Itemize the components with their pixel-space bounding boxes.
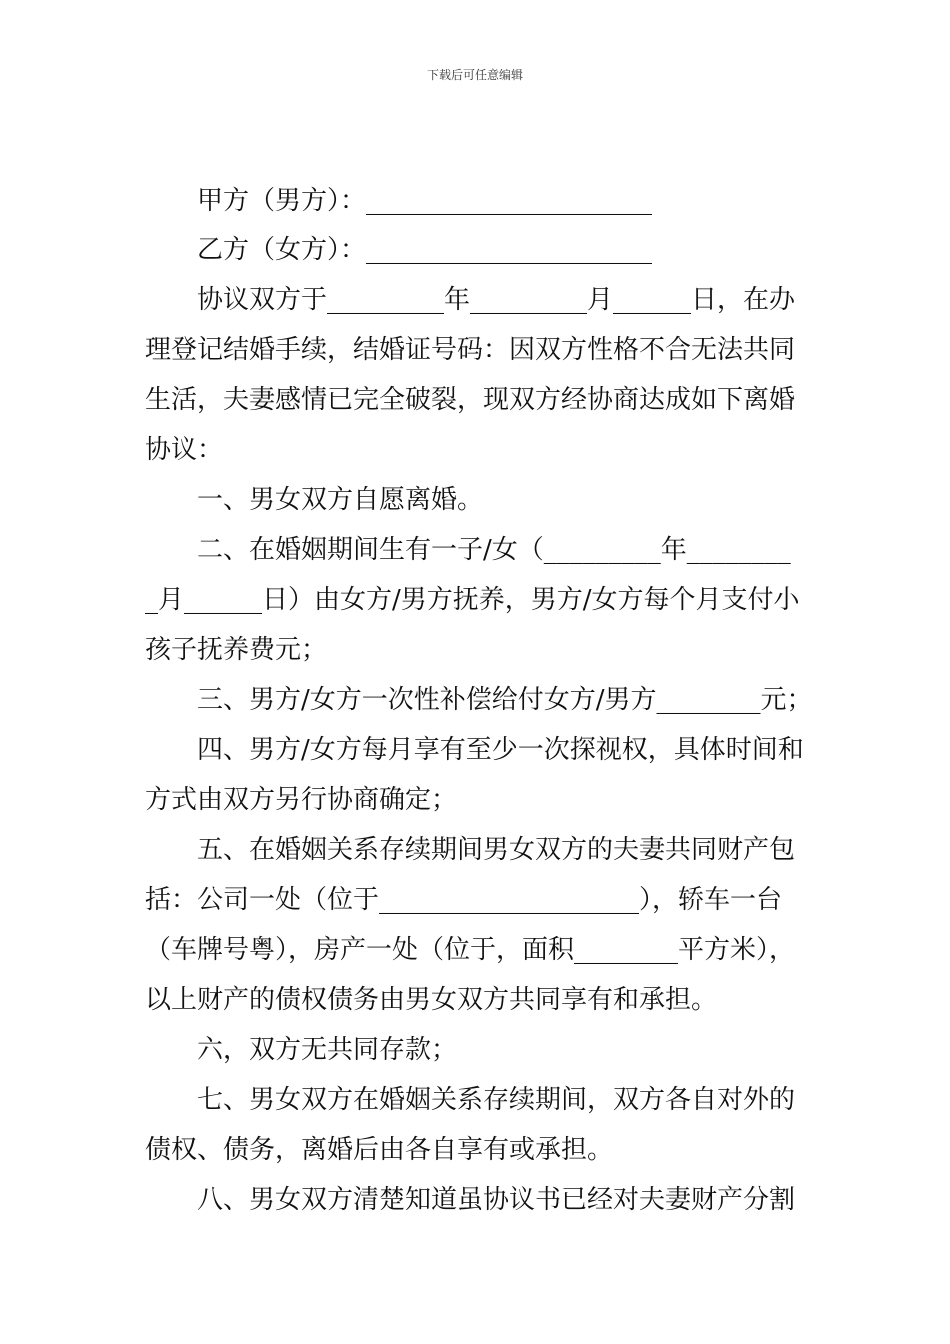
clause-1-line: 一、男女双方自愿离婚。 bbox=[197, 485, 484, 515]
clause-2-line: 二、在婚姻期间生有一子/女（_________年________ bbox=[197, 535, 791, 565]
clause-3-line: 三、男方/女方一次性补偿给付女方/男方________元； bbox=[197, 685, 813, 715]
clause-5-line: 以上财产的债权债务由男女双方共同享有和承担。 bbox=[145, 985, 718, 1015]
intro-paragraph-line: 生活，夫妻感情已完全破裂，现双方经协商达成如下离婚 bbox=[145, 385, 796, 415]
clause-4-line: 四、男方/女方每月享有至少一次探视权，具体时间和 bbox=[197, 735, 804, 765]
clause-5-line: 括：公司一处（位于____________________），轿车一台 bbox=[145, 885, 783, 915]
clause-8-line: 八、男女双方清楚知道虽协议书已经对夫妻财产分割 bbox=[197, 1185, 796, 1215]
party-b-line: 乙方（女方）：______________________ bbox=[197, 235, 653, 265]
intro-paragraph-line: 理登记结婚手续，结婚证号码：因双方性格不合无法共同 bbox=[145, 335, 796, 365]
clause-6-line: 六，双方无共同存款； bbox=[197, 1035, 458, 1065]
clause-2-line: 孩子抚养费元； bbox=[145, 635, 328, 665]
intro-paragraph-line: 协议双方于_________年_________月______日，在办 bbox=[197, 285, 796, 315]
clause-2-line: _月______日）由女方/男方抚养，男方/女方每个月支付小 bbox=[145, 585, 800, 615]
clause-7-line: 债权、债务，离婚后由各自享有或承担。 bbox=[145, 1135, 614, 1165]
intro-paragraph-line: 协议： bbox=[145, 435, 224, 465]
clause-5-line: 五、在婚姻关系存续期间男女双方的夫妻共同财产包 bbox=[197, 835, 796, 865]
party-a-line: 甲方（男方）：______________________ bbox=[197, 186, 653, 216]
page-header: 下载后可任意编辑 bbox=[426, 68, 523, 82]
clause-5-line: （车牌号粤），房产一处（位于，面积________平方米）， bbox=[145, 935, 796, 965]
clause-7-line: 七、男女双方在婚姻关系存续期间，双方各自对外的 bbox=[197, 1085, 796, 1115]
clause-4-line: 方式由双方另行协商确定； bbox=[145, 785, 458, 815]
